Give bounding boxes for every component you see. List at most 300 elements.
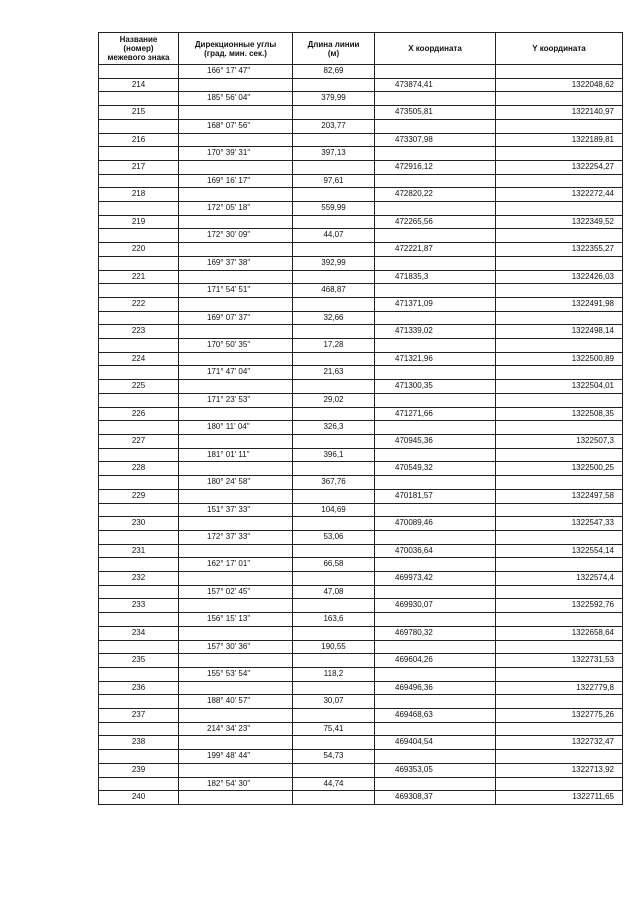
empty-cell — [375, 65, 496, 79]
empty-cell — [375, 722, 496, 736]
empty-cell — [293, 572, 375, 586]
y-coordinate: 1322713,92 — [496, 763, 623, 777]
x-coordinate: 469496,36 — [375, 681, 496, 695]
segment-row — [99, 558, 623, 572]
empty-cell — [496, 530, 623, 544]
empty-cell — [496, 585, 623, 599]
empty-cell — [293, 489, 375, 503]
y-coordinate: 1322426,03 — [496, 270, 623, 284]
empty-cell — [179, 78, 293, 92]
line-length: 66,58 — [293, 558, 375, 572]
empty-cell — [293, 243, 375, 257]
direction-angle: 171° 54' 51" — [179, 284, 293, 298]
empty-cell — [179, 489, 293, 503]
empty-cell — [496, 777, 623, 791]
point-row — [99, 407, 623, 421]
segment-row — [99, 229, 623, 243]
empty-cell — [375, 503, 496, 517]
empty-cell — [496, 119, 623, 133]
point-row — [99, 106, 623, 120]
empty-cell — [293, 736, 375, 750]
direction-angle: 181° 01' 11" — [179, 448, 293, 462]
empty-cell — [293, 654, 375, 668]
line-length: 32,66 — [293, 311, 375, 325]
y-coordinate: 1322547,33 — [496, 517, 623, 531]
empty-cell — [99, 119, 179, 133]
empty-cell — [99, 750, 179, 764]
segment-row — [99, 613, 623, 627]
segment-row — [99, 65, 623, 79]
empty-cell — [293, 215, 375, 229]
direction-angle: 172° 37' 33" — [179, 530, 293, 544]
point-name: 228 — [99, 462, 179, 476]
empty-cell — [179, 791, 293, 805]
empty-cell — [179, 709, 293, 723]
empty-cell — [496, 613, 623, 627]
direction-angle: 156° 15' 13" — [179, 613, 293, 627]
empty-cell — [99, 256, 179, 270]
line-length: 118,2 — [293, 667, 375, 681]
empty-cell — [99, 640, 179, 654]
empty-cell — [496, 65, 623, 79]
y-coordinate: 1322775,26 — [496, 709, 623, 723]
point-name: 239 — [99, 763, 179, 777]
empty-cell — [375, 366, 496, 380]
empty-cell — [179, 763, 293, 777]
segment-row — [99, 750, 623, 764]
empty-cell — [375, 640, 496, 654]
segment-row — [99, 667, 623, 681]
empty-cell — [496, 92, 623, 106]
empty-cell — [179, 544, 293, 558]
empty-cell — [375, 119, 496, 133]
empty-cell — [496, 174, 623, 188]
line-length: 44,74 — [293, 777, 375, 791]
x-coordinate: 470036,64 — [375, 544, 496, 558]
point-row — [99, 681, 623, 695]
x-coordinate: 471300,35 — [375, 380, 496, 394]
line-length: 44,07 — [293, 229, 375, 243]
line-length: 30,07 — [293, 695, 375, 709]
empty-cell — [99, 695, 179, 709]
point-name: 232 — [99, 572, 179, 586]
point-row — [99, 188, 623, 202]
empty-cell — [375, 229, 496, 243]
empty-cell — [179, 626, 293, 640]
point-row — [99, 654, 623, 668]
point-row — [99, 489, 623, 503]
line-length: 326,3 — [293, 421, 375, 435]
empty-cell — [496, 229, 623, 243]
point-row — [99, 160, 623, 174]
y-coordinate: 1322592,76 — [496, 599, 623, 613]
x-coordinate: 471271,66 — [375, 407, 496, 421]
point-name: 240 — [99, 791, 179, 805]
segment-row — [99, 174, 623, 188]
empty-cell — [496, 339, 623, 353]
segment-row — [99, 202, 623, 216]
empty-cell — [179, 270, 293, 284]
empty-cell — [179, 599, 293, 613]
segment-row — [99, 530, 623, 544]
segment-row — [99, 393, 623, 407]
line-length: 97,61 — [293, 174, 375, 188]
x-coordinate: 469930,07 — [375, 599, 496, 613]
point-name: 222 — [99, 297, 179, 311]
direction-angle: 162° 17' 01" — [179, 558, 293, 572]
empty-cell — [375, 448, 496, 462]
x-coordinate: 469604,26 — [375, 654, 496, 668]
x-coordinate: 469973,42 — [375, 572, 496, 586]
segment-row — [99, 585, 623, 599]
empty-cell — [293, 681, 375, 695]
empty-cell — [179, 325, 293, 339]
y-coordinate: 1322498,14 — [496, 325, 623, 339]
x-coordinate: 469404,54 — [375, 736, 496, 750]
point-name: 234 — [99, 626, 179, 640]
point-row — [99, 544, 623, 558]
y-coordinate: 1322349,52 — [496, 215, 623, 229]
header-point-name: Название (номер) межевого знака — [99, 33, 179, 65]
x-coordinate: 470181,57 — [375, 489, 496, 503]
empty-cell — [496, 147, 623, 161]
empty-cell — [99, 448, 179, 462]
empty-cell — [496, 695, 623, 709]
y-coordinate: 1322554,14 — [496, 544, 623, 558]
point-name: 235 — [99, 654, 179, 668]
empty-cell — [99, 722, 179, 736]
empty-cell — [179, 243, 293, 257]
segment-row — [99, 284, 623, 298]
empty-cell — [496, 640, 623, 654]
header-row — [99, 33, 623, 65]
x-coordinate: 472820,22 — [375, 188, 496, 202]
empty-cell — [99, 284, 179, 298]
direction-angle: 199° 48' 44" — [179, 750, 293, 764]
empty-cell — [293, 791, 375, 805]
empty-cell — [293, 407, 375, 421]
direction-angle: 170° 50' 35" — [179, 339, 293, 353]
point-row — [99, 462, 623, 476]
header-y-coordinate: Y координата — [496, 33, 623, 65]
line-length: 190,55 — [293, 640, 375, 654]
empty-cell — [179, 297, 293, 311]
direction-angle: 172° 30' 09" — [179, 229, 293, 243]
point-name: 229 — [99, 489, 179, 503]
boundary-coordinates-sheet — [98, 32, 622, 805]
empty-cell — [293, 599, 375, 613]
line-length: 75,41 — [293, 722, 375, 736]
empty-cell — [99, 147, 179, 161]
point-name: 236 — [99, 681, 179, 695]
y-coordinate: 1322732,47 — [496, 736, 623, 750]
empty-cell — [496, 722, 623, 736]
empty-cell — [99, 530, 179, 544]
line-length: 379,99 — [293, 92, 375, 106]
x-coordinate: 473505,81 — [375, 106, 496, 120]
direction-angle: 157° 02' 45" — [179, 585, 293, 599]
direction-angle: 151° 37' 33" — [179, 503, 293, 517]
empty-cell — [496, 476, 623, 490]
empty-cell — [99, 229, 179, 243]
x-coordinate: 473874,41 — [375, 78, 496, 92]
x-coordinate: 470549,32 — [375, 462, 496, 476]
empty-cell — [496, 750, 623, 764]
y-coordinate: 1322140,97 — [496, 106, 623, 120]
x-coordinate: 469353,05 — [375, 763, 496, 777]
empty-cell — [293, 434, 375, 448]
empty-cell — [99, 421, 179, 435]
point-row — [99, 736, 623, 750]
point-row — [99, 599, 623, 613]
point-name: 221 — [99, 270, 179, 284]
empty-cell — [179, 434, 293, 448]
empty-cell — [179, 215, 293, 229]
point-row — [99, 270, 623, 284]
segment-row — [99, 339, 623, 353]
point-row — [99, 572, 623, 586]
point-row — [99, 325, 623, 339]
segment-row — [99, 119, 623, 133]
line-length: 17,28 — [293, 339, 375, 353]
line-length: 29,02 — [293, 393, 375, 407]
empty-cell — [293, 325, 375, 339]
empty-cell — [496, 311, 623, 325]
direction-angle: 169° 16' 17" — [179, 174, 293, 188]
empty-cell — [179, 106, 293, 120]
point-name: 219 — [99, 215, 179, 229]
direction-angle: 180° 11' 04" — [179, 421, 293, 435]
empty-cell — [375, 339, 496, 353]
line-length: 397,13 — [293, 147, 375, 161]
empty-cell — [496, 558, 623, 572]
x-coordinate: 473307,98 — [375, 133, 496, 147]
empty-cell — [496, 256, 623, 270]
point-row — [99, 243, 623, 257]
empty-cell — [99, 613, 179, 627]
empty-cell — [99, 777, 179, 791]
point-row — [99, 709, 623, 723]
x-coordinate: 472265,56 — [375, 215, 496, 229]
point-name: 224 — [99, 352, 179, 366]
x-coordinate: 469308,37 — [375, 791, 496, 805]
empty-cell — [179, 572, 293, 586]
empty-cell — [375, 530, 496, 544]
empty-cell — [293, 78, 375, 92]
empty-cell — [99, 476, 179, 490]
y-coordinate: 1322507,3 — [496, 434, 623, 448]
coordinates-table — [98, 32, 623, 805]
y-coordinate: 1322355,27 — [496, 243, 623, 257]
empty-cell — [375, 613, 496, 627]
direction-angle: 170° 39' 31" — [179, 147, 293, 161]
point-name: 218 — [99, 188, 179, 202]
direction-angle: 185° 56' 04" — [179, 92, 293, 106]
empty-cell — [99, 202, 179, 216]
point-name: 225 — [99, 380, 179, 394]
point-row — [99, 434, 623, 448]
empty-cell — [293, 626, 375, 640]
point-row — [99, 133, 623, 147]
y-coordinate: 1322254,27 — [496, 160, 623, 174]
x-coordinate: 471835,3 — [375, 270, 496, 284]
segment-row — [99, 722, 623, 736]
empty-cell — [179, 736, 293, 750]
direction-angle: 169° 37' 38" — [179, 256, 293, 270]
y-coordinate: 1322779,8 — [496, 681, 623, 695]
line-length: 104,69 — [293, 503, 375, 517]
segment-row — [99, 366, 623, 380]
empty-cell — [99, 65, 179, 79]
x-coordinate: 471321,96 — [375, 352, 496, 366]
point-name: 217 — [99, 160, 179, 174]
table-body — [99, 65, 623, 805]
line-length: 54,73 — [293, 750, 375, 764]
empty-cell — [293, 188, 375, 202]
x-coordinate: 472221,87 — [375, 243, 496, 257]
empty-cell — [293, 709, 375, 723]
segment-row — [99, 640, 623, 654]
y-coordinate: 1322497,58 — [496, 489, 623, 503]
direction-angle: 188° 40' 57" — [179, 695, 293, 709]
empty-cell — [99, 558, 179, 572]
line-length: 367,76 — [293, 476, 375, 490]
point-name: 214 — [99, 78, 179, 92]
empty-cell — [375, 284, 496, 298]
empty-cell — [99, 503, 179, 517]
empty-cell — [99, 92, 179, 106]
empty-cell — [496, 503, 623, 517]
empty-cell — [179, 407, 293, 421]
x-coordinate: 470945,36 — [375, 434, 496, 448]
segment-row — [99, 503, 623, 517]
empty-cell — [293, 106, 375, 120]
point-row — [99, 517, 623, 531]
empty-cell — [375, 147, 496, 161]
empty-cell — [293, 544, 375, 558]
direction-angle: 180° 24' 58" — [179, 476, 293, 490]
x-coordinate: 471371,09 — [375, 297, 496, 311]
point-name: 216 — [99, 133, 179, 147]
y-coordinate: 1322500,25 — [496, 462, 623, 476]
x-coordinate: 471339,02 — [375, 325, 496, 339]
line-length: 163,6 — [293, 613, 375, 627]
point-name: 237 — [99, 709, 179, 723]
empty-cell — [496, 284, 623, 298]
segment-row — [99, 448, 623, 462]
line-length: 82,69 — [293, 65, 375, 79]
point-row — [99, 763, 623, 777]
line-length: 559,99 — [293, 202, 375, 216]
empty-cell — [375, 777, 496, 791]
empty-cell — [375, 695, 496, 709]
empty-cell — [375, 92, 496, 106]
empty-cell — [179, 462, 293, 476]
segment-row — [99, 695, 623, 709]
y-coordinate: 1322508,35 — [496, 407, 623, 421]
direction-angle: 166° 17' 47" — [179, 65, 293, 79]
header-direction-angles: Дирекционные углы (град. мин. сек.) — [179, 33, 293, 65]
empty-cell — [496, 448, 623, 462]
point-name: 227 — [99, 434, 179, 448]
point-row — [99, 626, 623, 640]
point-name: 220 — [99, 243, 179, 257]
header-line-length: Длина линии (м) — [293, 33, 375, 65]
empty-cell — [179, 517, 293, 531]
direction-angle: 182° 54' 30" — [179, 777, 293, 791]
segment-row — [99, 92, 623, 106]
direction-angle: 171° 47' 04" — [179, 366, 293, 380]
empty-cell — [496, 202, 623, 216]
header-x-coordinate: X координата — [375, 33, 496, 65]
empty-cell — [496, 421, 623, 435]
empty-cell — [99, 174, 179, 188]
direction-angle: 172° 05' 18" — [179, 202, 293, 216]
y-coordinate: 1322500,89 — [496, 352, 623, 366]
empty-cell — [496, 393, 623, 407]
empty-cell — [375, 750, 496, 764]
empty-cell — [375, 256, 496, 270]
segment-row — [99, 256, 623, 270]
y-coordinate: 1322048,62 — [496, 78, 623, 92]
empty-cell — [375, 558, 496, 572]
empty-cell — [375, 585, 496, 599]
empty-cell — [99, 311, 179, 325]
direction-angle: 169° 07' 37" — [179, 311, 293, 325]
empty-cell — [375, 393, 496, 407]
empty-cell — [496, 366, 623, 380]
empty-cell — [293, 462, 375, 476]
empty-cell — [99, 393, 179, 407]
empty-cell — [375, 311, 496, 325]
empty-cell — [179, 380, 293, 394]
direction-angle: 168° 07' 56" — [179, 119, 293, 133]
line-length: 392,99 — [293, 256, 375, 270]
y-coordinate: 1322731,53 — [496, 654, 623, 668]
segment-row — [99, 476, 623, 490]
y-coordinate: 1322711,65 — [496, 791, 623, 805]
point-row — [99, 297, 623, 311]
empty-cell — [293, 297, 375, 311]
empty-cell — [293, 133, 375, 147]
line-length: 47,08 — [293, 585, 375, 599]
point-row — [99, 215, 623, 229]
x-coordinate: 469468,63 — [375, 709, 496, 723]
empty-cell — [293, 380, 375, 394]
empty-cell — [293, 270, 375, 284]
segment-row — [99, 311, 623, 325]
empty-cell — [99, 366, 179, 380]
empty-cell — [375, 421, 496, 435]
point-name: 238 — [99, 736, 179, 750]
y-coordinate: 1322491,98 — [496, 297, 623, 311]
empty-cell — [375, 476, 496, 490]
direction-angle: 155° 53' 54" — [179, 667, 293, 681]
empty-cell — [179, 160, 293, 174]
point-row — [99, 78, 623, 92]
point-name: 231 — [99, 544, 179, 558]
empty-cell — [179, 188, 293, 202]
empty-cell — [99, 585, 179, 599]
line-length: 203,77 — [293, 119, 375, 133]
point-name: 223 — [99, 325, 179, 339]
point-row — [99, 791, 623, 805]
line-length: 468,87 — [293, 284, 375, 298]
empty-cell — [179, 352, 293, 366]
point-row — [99, 352, 623, 366]
empty-cell — [179, 133, 293, 147]
y-coordinate: 1322504,01 — [496, 380, 623, 394]
